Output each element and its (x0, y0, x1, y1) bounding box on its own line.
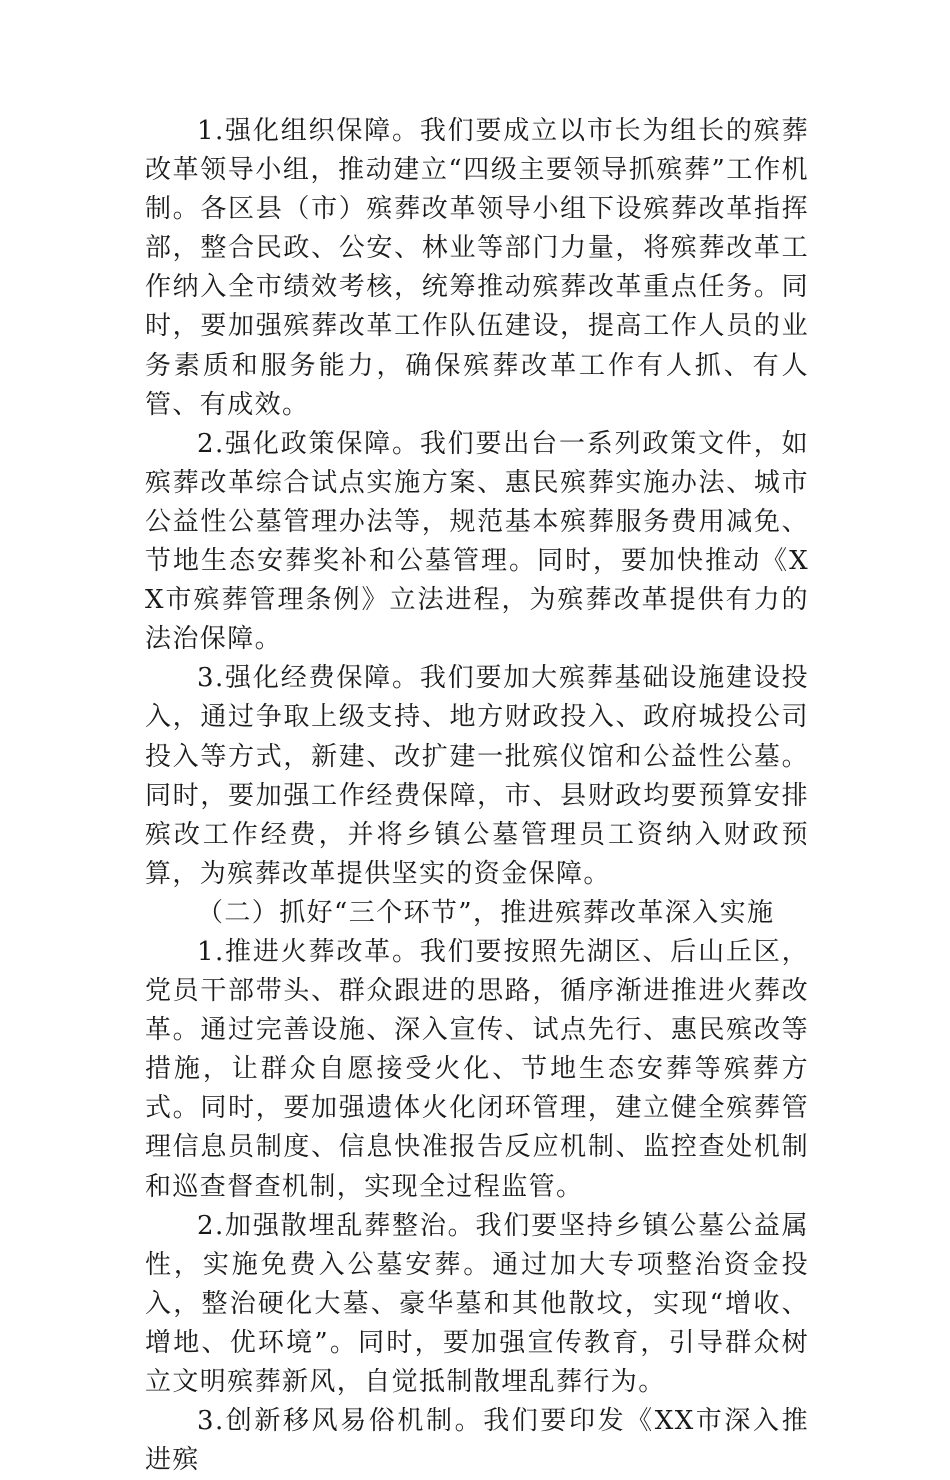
paragraph-policy-guarantee: 2.强化政策保障。我们要出台一系列政策文件，如殡葬改革综合试点实施方案、惠民殡葬实施办法、城市公益性公墓管理办法等，规范基本殡葬服务费用减免、节地生态安葬奖补和公墓管理。同时，要加快推动《XX市殡葬管理条例》立法进程，为殡葬改革提供有力的法治保障。 (145, 428, 809, 655)
paragraph-burial-rectification: 2.加强散埋乱葬整治。我们要坚持乡镇公墓公益属性，实施免费入公墓安葬。通过加大专项整治资金投入，整治硬化大墓、豪华墓和其他散坟，实现“增收、增地、优环境”。同时，要加强宣传教育，引导群众树立文明殡葬新风，自觉抵制散埋乱葬行为。 (145, 1210, 809, 1397)
paragraph-funding-guarantee: 3.强化经费保障。我们要加大殡葬基础设施建设投入，通过争取上级支持、地方财政投入、政府城投公司投入等方式，新建、改扩建一批殡仪馆和公益性公墓。同时，要加强工作经费保障，市、县财政均要预算安排殡改工作经费，并将乡镇公墓管理员工资纳入财政预算，为殡葬改革提供坚实的资金保障。 (145, 663, 809, 889)
paragraph-cremation-reform: 1.推进火葬改革。我们要按照先湖区、后山丘区，党员干部带头、群众跟进的思路，循序渐进推进火葬改革。通过完善设施、深入宣传、试点先行、惠民殡改等措施，让群众自愿接受火化、节地生态安葬等殡葬方式。同时，要加强遗体火化闭环管理，建立健全殡葬管理信息员制度、信息快准报告反应机制、监控查处机制和巡查督查机制，实现全过程监管。 (145, 936, 809, 1202)
paragraph-customs-reform: 3.创新移风易俗机制。我们要印发《XX市深入推进殡 (145, 1406, 809, 1476)
document-page (145, 112, 809, 1480)
paragraph-organization-guarantee: 1.强化组织保障。我们要成立以市长为组长的殡葬改革领导小组，推动建立“四级主要领导抓殡葬”工作机制。各区县（市）殡葬改革领导小组下设殡葬改革指挥部，整合民政、公安、林业等部门力量，将殡葬改革工作纳入全市绩效考核，统筹推动殡葬改革重点任务。同时，要加强殡葬改革工作队伍建设，提高工作人员的业务素质和服务能力，确保殡葬改革工作有人抓、有人管、有成效。 (145, 116, 809, 420)
section-heading: （二）抓好“三个环节”，推进殡葬改革深入实施 (197, 897, 775, 928)
